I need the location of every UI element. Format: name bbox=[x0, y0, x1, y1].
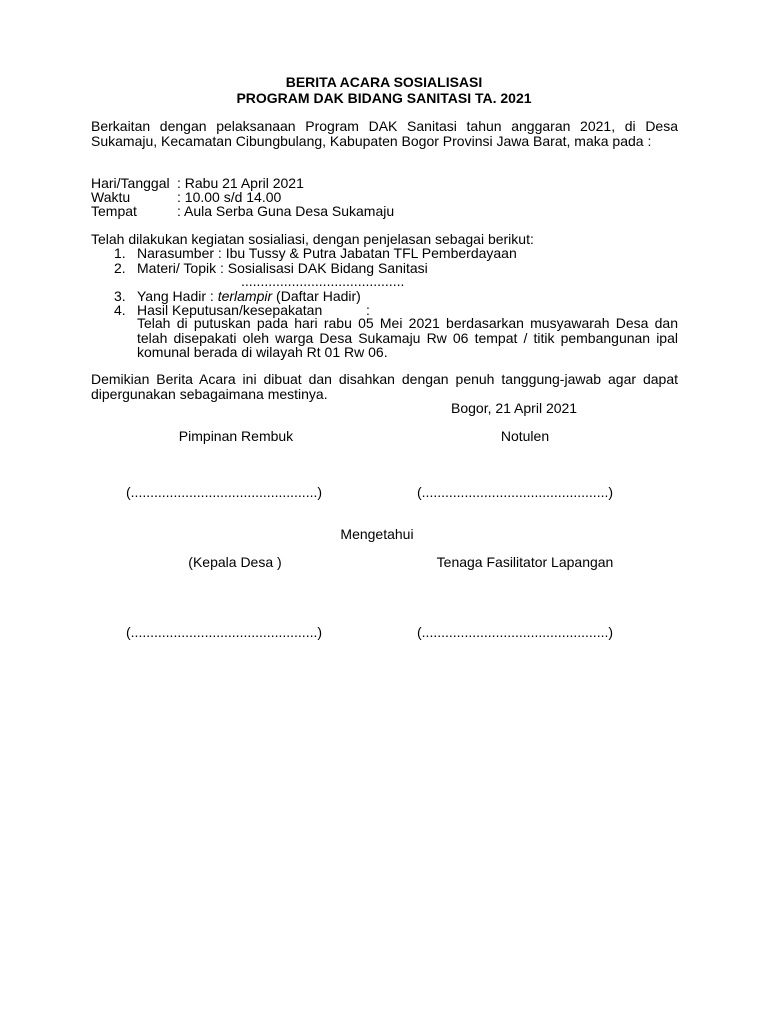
list-item-content bbox=[137, 245, 517, 261]
activity-lead: Telah dilakukan kegiatan sosialiasi, dengan penjelasan sebagai berikut: bbox=[91, 231, 534, 247]
intro-paragraph: Berkaitan dengan pelaksanaan Program DAK Sanitasi tahun anggaran 2021, di Desa Sukamaju, Kecamatan Cibungbulang, Kabupaten Bogor Provinsi Jawa Barat, maka pada : bbox=[91, 118, 678, 149]
list-item-value-prefix: : bbox=[206, 288, 218, 304]
hasil-keputusan-detail: Telah di putuskan pada hari rabu 05 Mei 2021 berdasarkan musyawarah Desa dan telah disepakati oleh warga Desa Sukamaju Rw 06 tempat / titik pembangunan ipal komunal berada di wilayah Rt 01 Rw 06. bbox=[137, 315, 678, 360]
hasil-keputusan-colon: : bbox=[366, 302, 370, 318]
list-item-value-italic: terlampir bbox=[217, 288, 273, 304]
place-value: : Aula Serba Guna Desa Sukamaju bbox=[177, 203, 395, 219]
document-title-line1: BERITA ACARA SOSIALISASI bbox=[285, 74, 483, 90]
list-item-value-suffix: (Daftar Hadir) bbox=[272, 288, 361, 304]
date-value: : Rabu 21 April 2021 bbox=[177, 175, 304, 191]
place-label: Tempat bbox=[91, 203, 137, 219]
signature-line-right-2: (................................................) bbox=[417, 624, 614, 640]
list-item-label: Hasil Keputusan/kesepakatan bbox=[137, 302, 323, 318]
signature-title-right-2: Tenaga Fasilitator Lapangan bbox=[436, 554, 614, 570]
list-item-label: Narasumber bbox=[137, 245, 215, 261]
list-item-value: : Ibu Tussy & Putra Jabatan TFL Pemberdayaan bbox=[217, 245, 517, 261]
time-label: Waktu bbox=[91, 189, 131, 205]
list-item-label: Materi/ Topik bbox=[137, 260, 217, 276]
place-date: Bogor, 21 April 2021 bbox=[451, 400, 578, 416]
list-item-number: 1. bbox=[114, 245, 126, 261]
known-by-label: Mengetahui bbox=[340, 526, 414, 542]
document-title-line2: PROGRAM DAK BIDANG SANITASI TA. 2021 bbox=[236, 90, 532, 106]
signature-title-right: Notulen bbox=[500, 428, 550, 444]
signature-title-left: Pimpinan Rembuk bbox=[178, 428, 294, 444]
signature-line-right: (................................................) bbox=[417, 484, 614, 500]
date-label: Hari/Tanggal bbox=[91, 175, 170, 191]
list-item-number: 3. bbox=[114, 288, 126, 304]
list-item-value: : Sosialisasi DAK Bidang Sanitasi bbox=[220, 260, 428, 276]
signature-line-left-2: (................................................) bbox=[126, 624, 323, 640]
signature-line-left: (................................................) bbox=[126, 484, 323, 500]
time-value: : 10.00 s/d 14.00 bbox=[177, 189, 282, 205]
list-item-label: Yang Hadir bbox=[137, 288, 207, 304]
list-item-number: 4. bbox=[114, 302, 126, 318]
place-row bbox=[91, 203, 394, 219]
list-item-number: 2. bbox=[114, 260, 126, 276]
closing-paragraph: Demikian Berita Acara ini dibuat dan disahkan dengan penuh tanggung-jawab agar dapat dipergunakan sebagaimana mestinya. bbox=[91, 371, 678, 402]
materi-dotted-line: .......................................... bbox=[241, 273, 405, 289]
signature-title-left-2: (Kepala Desa ) bbox=[188, 554, 282, 570]
